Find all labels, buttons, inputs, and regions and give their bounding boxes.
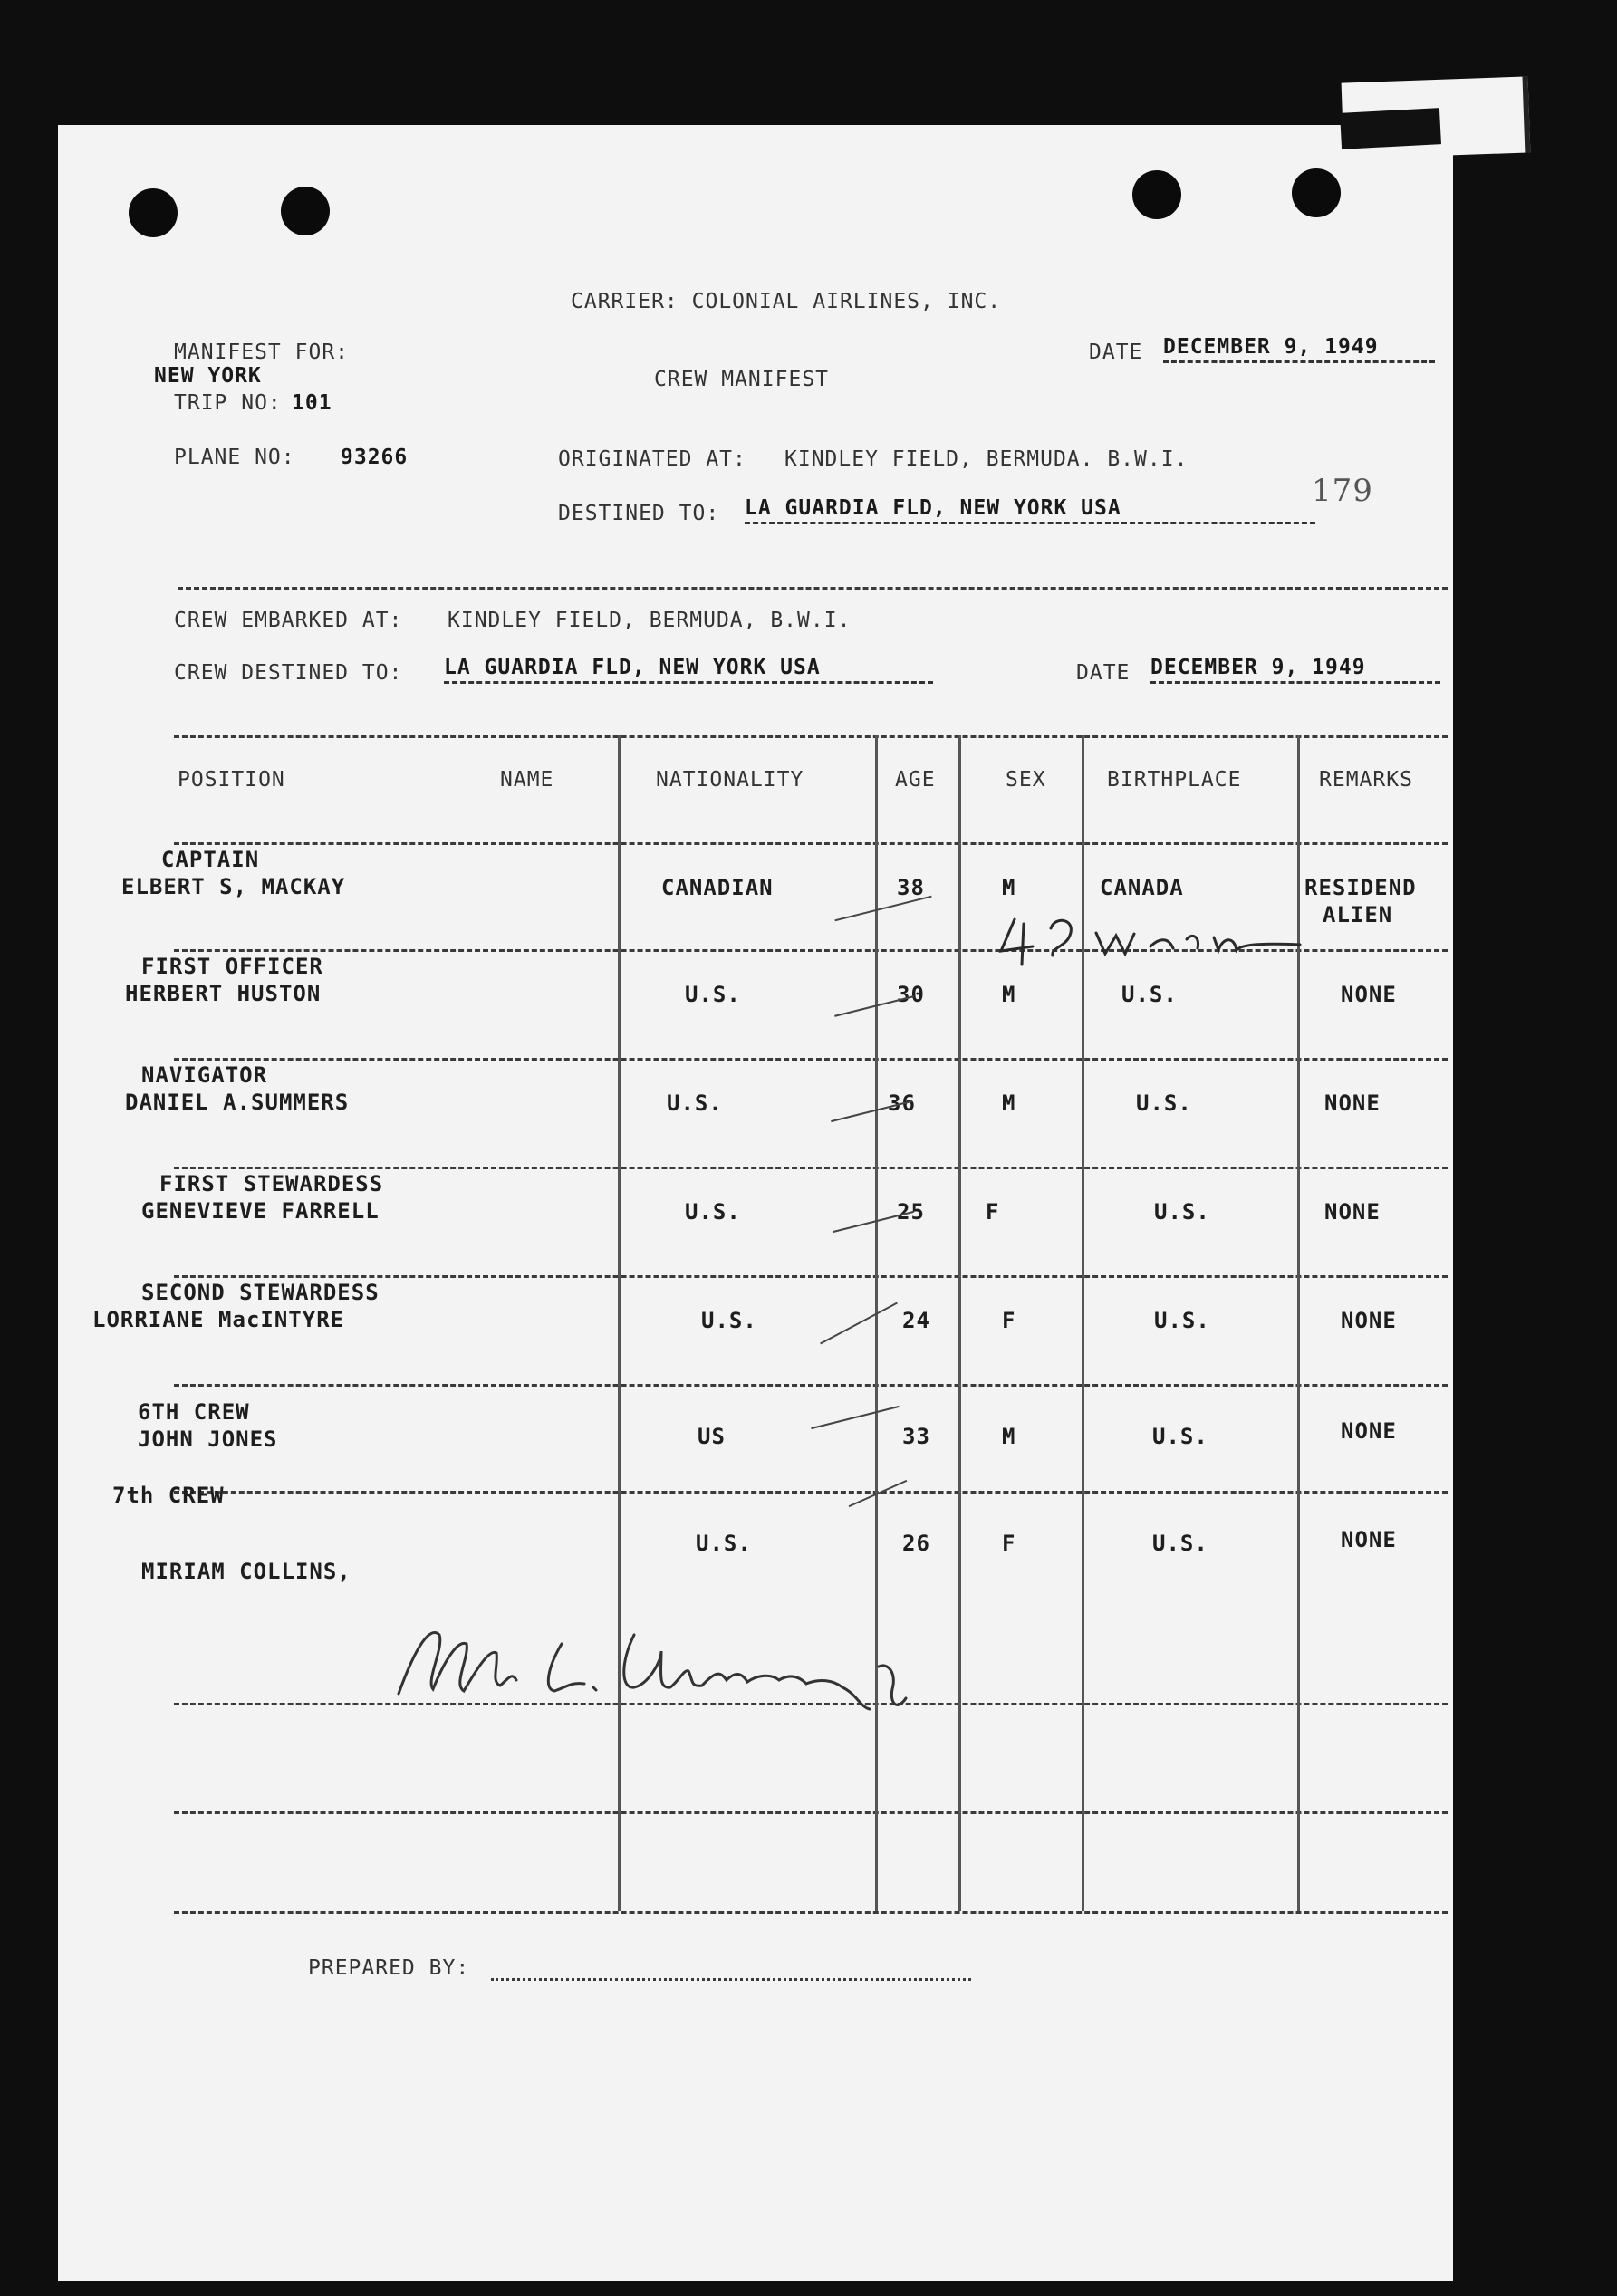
punch-hole [129, 188, 178, 237]
row-nationality: CANADIAN [661, 875, 774, 900]
row-name: ELBERT S, MACKAY [121, 874, 346, 899]
divider [178, 587, 1448, 590]
table-row [125, 1062, 349, 1116]
page-number: 179 [1312, 473, 1373, 509]
row-rule [174, 1058, 1448, 1061]
row-name: MIRIAM COLLINS, [141, 1559, 351, 1584]
row-nationality: U.S. [696, 1531, 752, 1556]
col-header-position: POSITION [178, 768, 285, 792]
destined-value: LA GUARDIA FLD, NEW YORK USA [745, 496, 1315, 524]
crew-destined-value: LA GUARDIA FLD, NEW YORK USA [444, 656, 933, 684]
table-row [112, 1482, 351, 1585]
table-row [92, 1279, 380, 1333]
col-header-sex: SEX [1006, 768, 1046, 792]
row-remarks: NONE [1341, 1527, 1397, 1552]
row-sex: M [1002, 1090, 1016, 1116]
row-birthplace: U.S. [1152, 1531, 1208, 1556]
row-age: 26 [902, 1531, 930, 1556]
row-age: 25 [897, 1199, 925, 1225]
row-age: 30 [897, 982, 925, 1007]
punch-hole [1292, 168, 1341, 217]
row-birthplace: U.S. [1121, 982, 1178, 1007]
row-age: 38 [897, 875, 925, 900]
row-birthplace: CANADA [1100, 875, 1184, 900]
carrier-line: CARRIER: COLONIAL AIRLINES, INC. [571, 290, 1002, 313]
date-value: DECEMBER 9, 1949 [1163, 335, 1435, 363]
table-bottom-rule [174, 1911, 1448, 1914]
date-label: DATE [1089, 341, 1143, 364]
row-position: 7th CREW [112, 1483, 225, 1508]
crew-embarked-label: CREW EMBARKED AT: [174, 609, 403, 632]
row-birthplace: U.S. [1154, 1308, 1210, 1333]
prepared-by-label: PREPARED BY: [308, 1956, 470, 1980]
row-position: 6TH CREW [138, 1399, 250, 1425]
row-name: LORRIANE MacINTYRE [92, 1307, 345, 1332]
table-row [121, 846, 346, 900]
row-sex: M [1002, 982, 1016, 1007]
column-divider [618, 735, 621, 1911]
row-birthplace: U.S. [1136, 1090, 1192, 1116]
row-sex: F [1002, 1531, 1016, 1556]
row-remarks: NONE [1341, 982, 1397, 1007]
row-rule [174, 1167, 1448, 1169]
date2-label: DATE [1076, 661, 1131, 685]
col-header-nationality: NATIONALITY [656, 768, 804, 792]
manifest-for-value: NEW YORK [154, 364, 262, 388]
row-nationality: US [698, 1424, 726, 1449]
row-rule [174, 1384, 1448, 1387]
row-age: 24 [902, 1308, 930, 1333]
row-position: NAVIGATOR [141, 1062, 268, 1088]
crew-embarked-value: KINDLEY FIELD, BERMUDA, B.W.I. [448, 609, 852, 632]
tab-shadow [1340, 108, 1441, 149]
row-position: FIRST STEWARDESS [159, 1171, 384, 1196]
row-age: 33 [902, 1424, 930, 1449]
row-sex: M [1002, 875, 1016, 900]
row-name: GENEVIEVE FARRELL [141, 1198, 380, 1224]
row-remarks: NONE [1324, 1090, 1381, 1116]
row-position: CAPTAIN [161, 847, 260, 872]
row-position: FIRST OFFICER [141, 954, 323, 979]
plane-label: PLANE NO: [174, 446, 295, 469]
row-position: SECOND STEWARDESS [141, 1280, 380, 1305]
originated-value: KINDLEY FIELD, BERMUDA. B.W.I. [784, 447, 1189, 471]
crew-destined-label: CREW DESTINED TO: [174, 661, 403, 685]
trip-label: TRIP NO: [174, 391, 282, 415]
row-remarks: NONE [1324, 1199, 1381, 1225]
originated-label: ORIGINATED AT: [558, 447, 746, 471]
manifest-for-label: MANIFEST FOR: [174, 341, 350, 364]
col-header-name: NAME [500, 768, 554, 792]
column-divider [875, 735, 878, 1911]
row-birthplace: U.S. [1154, 1199, 1210, 1225]
row-sex: F [1002, 1308, 1016, 1333]
row-rule [174, 1491, 1448, 1494]
handwritten-note [996, 910, 1304, 974]
table-row [138, 1398, 278, 1453]
destined-label: DESTINED TO: [558, 502, 720, 525]
row-name: DANIEL A.SUMMERS [125, 1090, 350, 1115]
row-nationality: U.S. [685, 1199, 741, 1225]
row-remarks-line2: ALIEN [1323, 902, 1393, 927]
document-title: CREW MANIFEST [654, 368, 830, 391]
col-header-remarks: REMARKS [1319, 768, 1413, 792]
plane-value: 93266 [341, 446, 409, 469]
punch-hole [1132, 170, 1181, 219]
signature [390, 1608, 969, 1716]
row-age: 36 [888, 1090, 916, 1116]
trip-value: 101 [292, 391, 332, 415]
row-rule [174, 1811, 1448, 1814]
row-sex: M [1002, 1424, 1016, 1449]
col-header-age: AGE [895, 768, 936, 792]
row-remarks: RESIDEND [1304, 875, 1417, 900]
date2-value: DECEMBER 9, 1949 [1150, 656, 1440, 684]
row-nationality: U.S. [685, 982, 741, 1007]
row-nationality: U.S. [667, 1090, 723, 1116]
row-birthplace: U.S. [1152, 1424, 1208, 1449]
table-top-rule [174, 735, 1448, 738]
row-name: HERBERT HUSTON [125, 981, 322, 1006]
prepared-by-line [491, 1978, 971, 1981]
table-header-rule [174, 842, 1448, 845]
row-name: JOHN JONES [138, 1427, 278, 1452]
row-remarks: NONE [1341, 1308, 1397, 1333]
col-header-birthplace: BIRTHPLACE [1107, 768, 1242, 792]
row-rule [174, 1275, 1448, 1278]
row-sex: F [986, 1199, 1000, 1225]
table-row [141, 1170, 383, 1225]
punch-hole [281, 187, 330, 235]
column-divider [958, 735, 961, 1911]
row-nationality: U.S. [701, 1308, 757, 1333]
row-remarks: NONE [1341, 1418, 1397, 1444]
table-row [125, 953, 323, 1007]
